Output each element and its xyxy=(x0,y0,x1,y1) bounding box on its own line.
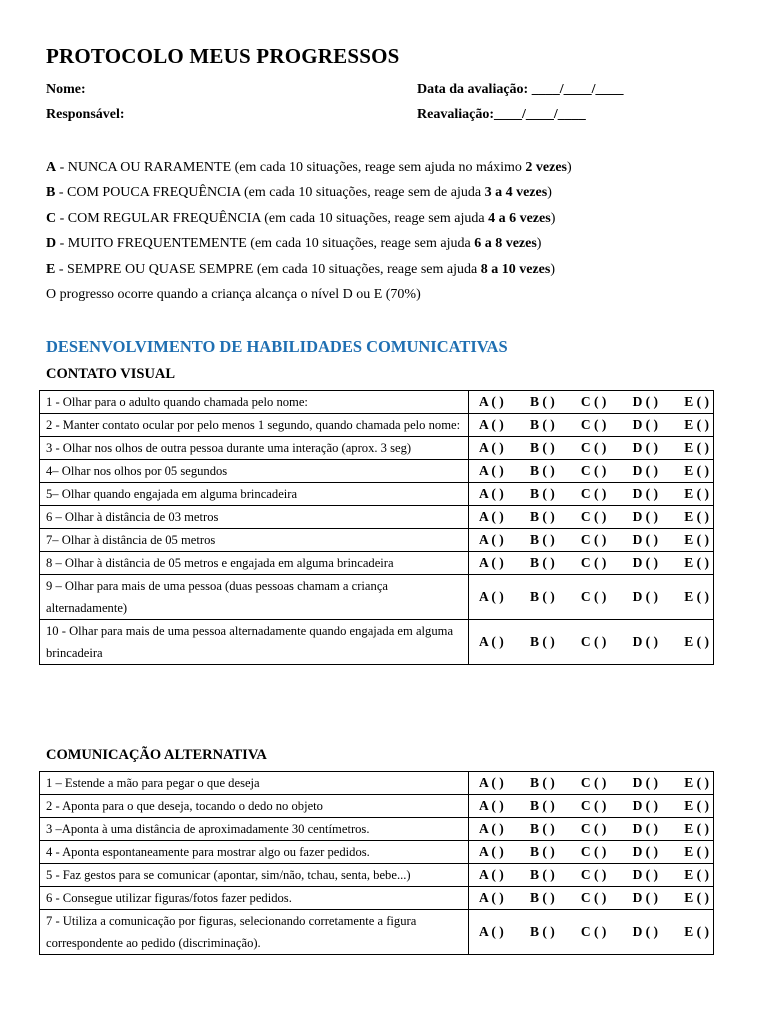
question-text: 9 – Olhar para mais de uma pessoa (duas pessoas chamam a criança alternadamente) xyxy=(40,575,469,620)
table-row xyxy=(40,864,714,887)
rating-option-d[interactable]: D ( ) xyxy=(632,440,659,455)
rating-option-b[interactable]: B ( ) xyxy=(529,463,555,478)
table-row xyxy=(40,483,714,506)
rating-option-d[interactable]: D ( ) xyxy=(632,417,659,432)
rating-option-d[interactable]: D ( ) xyxy=(632,798,659,813)
rating-option-a[interactable]: A ( ) xyxy=(479,509,504,524)
table-row xyxy=(40,841,714,864)
rating-options xyxy=(469,841,714,864)
rating-options xyxy=(469,864,714,887)
section-title: DESENVOLVIMENTO DE HABILIDADES COMUNICATIVAS xyxy=(46,337,508,356)
rating-option-a[interactable]: A ( ) xyxy=(479,532,504,547)
question-text: 1 – Estende a mão para pegar o que deseja xyxy=(40,772,469,795)
legend-row-b: B - COM POUCA FREQUÊNCIA (em cada 10 situações, reage sem de ajuda 3 a 4 vezes) xyxy=(46,185,552,201)
rating-option-e[interactable]: E ( ) xyxy=(684,417,709,432)
table-row xyxy=(40,818,714,841)
table-row xyxy=(40,887,714,910)
page-title: PROTOCOLO MEUS PROGRESSOS xyxy=(46,44,400,68)
rating-option-b[interactable]: B ( ) xyxy=(529,417,555,432)
rating-option-c[interactable]: C ( ) xyxy=(580,844,607,859)
comunicacao-alternativa-table xyxy=(39,771,714,955)
rating-option-e[interactable]: E ( ) xyxy=(684,394,709,409)
contato-visual-title: CONTATO VISUAL xyxy=(46,366,176,382)
rating-option-b[interactable]: B ( ) xyxy=(529,509,555,524)
rating-option-a[interactable]: A ( ) xyxy=(479,486,504,501)
rating-option-c[interactable]: C ( ) xyxy=(580,394,607,409)
rating-option-d[interactable]: D ( ) xyxy=(632,634,659,649)
rating-option-e[interactable]: E ( ) xyxy=(684,890,709,905)
rating-option-e[interactable]: E ( ) xyxy=(684,844,709,859)
table-row xyxy=(40,506,714,529)
rating-option-c[interactable]: C ( ) xyxy=(580,532,607,547)
rating-option-c[interactable]: C ( ) xyxy=(580,821,607,836)
question-text: 3 –Aponta à uma distância de aproximadamente 30 centímetros. xyxy=(40,818,469,841)
rating-option-e[interactable]: E ( ) xyxy=(684,775,709,790)
rating-option-c[interactable]: C ( ) xyxy=(580,555,607,570)
rating-options xyxy=(469,620,714,665)
rating-option-d[interactable]: D ( ) xyxy=(632,589,659,604)
rating-option-b[interactable]: B ( ) xyxy=(529,532,555,547)
rating-option-e[interactable]: E ( ) xyxy=(684,798,709,813)
question-text: 7– Olhar à distância de 05 metros xyxy=(40,529,469,552)
rating-options xyxy=(469,795,714,818)
rating-option-d[interactable]: D ( ) xyxy=(632,532,659,547)
table-row xyxy=(40,795,714,818)
rating-option-b[interactable]: B ( ) xyxy=(529,394,555,409)
rating-options xyxy=(469,552,714,575)
rating-option-c[interactable]: C ( ) xyxy=(580,509,607,524)
table-row xyxy=(40,414,714,437)
rating-option-c[interactable]: C ( ) xyxy=(580,417,607,432)
legend-row-a: A - NUNCA OU RARAMENTE (em cada 10 situações, reage sem ajuda no máximo 2 vezes) xyxy=(46,160,572,175)
rating-options xyxy=(469,506,714,529)
rating-option-e[interactable]: E ( ) xyxy=(684,532,709,547)
rating-options xyxy=(469,414,714,437)
question-text: 1 - Olhar para o adulto quando chamada pelo nome: xyxy=(40,391,469,414)
rating-option-b[interactable]: B ( ) xyxy=(529,867,555,882)
scale-legend xyxy=(46,155,572,307)
rating-option-e[interactable]: E ( ) xyxy=(684,589,709,604)
contato-visual-table xyxy=(39,390,714,665)
rating-option-a[interactable]: A ( ) xyxy=(479,798,504,813)
legend-note: O progresso ocorre quando a criança alcança o nível D ou E (70%) xyxy=(46,287,421,303)
rating-option-b[interactable]: B ( ) xyxy=(529,844,555,859)
question-text: 6 - Consegue utilizar figuras/fotos fazer pedidos. xyxy=(40,887,469,910)
rating-option-a[interactable]: A ( ) xyxy=(479,417,504,432)
legend-row-c: C - COM REGULAR FREQUÊNCIA (em cada 10 situações, reage sem ajuda 4 a 6 vezes) xyxy=(46,210,556,226)
rating-option-d[interactable]: D ( ) xyxy=(632,394,659,409)
rating-option-a[interactable]: A ( ) xyxy=(479,890,504,905)
rating-option-c[interactable]: C ( ) xyxy=(580,440,607,455)
question-text: 3 - Olhar nos olhos de outra pessoa durante uma interação (aprox. 3 seg) xyxy=(40,437,469,460)
legend-row-e: E - SEMPRE OU QUASE SEMPRE (em cada 10 situações, reage sem ajuda 8 a 10 vezes) xyxy=(46,261,555,277)
rating-option-d[interactable]: D ( ) xyxy=(632,867,659,882)
rating-option-e[interactable]: E ( ) xyxy=(684,555,709,570)
question-text: 8 – Olhar à distância de 05 metros e engajada em alguma brincadeira xyxy=(40,552,469,575)
rating-option-a[interactable]: A ( ) xyxy=(479,589,504,604)
rating-option-c[interactable]: C ( ) xyxy=(580,775,607,790)
table-row xyxy=(40,460,714,483)
rating-options xyxy=(469,910,714,955)
rating-option-a[interactable]: A ( ) xyxy=(479,924,504,939)
table-row xyxy=(40,529,714,552)
legend-row-d: D - MUITO FREQUENTEMENTE (em cada 10 situações, reage sem ajuda 6 a 8 vezes) xyxy=(46,236,542,252)
rating-options xyxy=(469,887,714,910)
rating-option-c[interactable]: C ( ) xyxy=(580,634,607,649)
question-text: 4 - Aponta espontaneamente para mostrar algo ou fazer pedidos. xyxy=(40,841,469,864)
rating-option-a[interactable]: A ( ) xyxy=(479,394,504,409)
rating-option-b[interactable]: B ( ) xyxy=(529,798,555,813)
question-text: 2 - Aponta para o que deseja, tocando o dedo no objeto xyxy=(40,795,469,818)
rating-options xyxy=(469,391,714,414)
question-text: 7 - Utiliza a comunicação por figuras, selecionando corretamente a figura correspondente ao pedido (discriminação). xyxy=(40,910,469,955)
rating-option-d[interactable]: D ( ) xyxy=(632,890,659,905)
rating-option-d[interactable]: D ( ) xyxy=(632,821,659,836)
rating-option-e[interactable]: E ( ) xyxy=(684,463,709,478)
rating-option-e[interactable]: E ( ) xyxy=(684,821,709,836)
question-text: 6 – Olhar à distância de 03 metros xyxy=(40,506,469,529)
rating-options xyxy=(469,575,714,620)
rating-option-a[interactable]: A ( ) xyxy=(479,844,504,859)
responsible-label: Responsável: xyxy=(46,107,125,122)
rating-option-b[interactable]: B ( ) xyxy=(529,775,555,790)
question-text: 4– Olhar nos olhos por 05 segundos xyxy=(40,460,469,483)
rating-option-d[interactable]: D ( ) xyxy=(632,924,659,939)
question-text: 10 - Olhar para mais de uma pessoa alternadamente quando engajada em alguma brincadeira xyxy=(40,620,469,665)
rating-option-a[interactable]: A ( ) xyxy=(479,821,504,836)
rating-option-a[interactable]: A ( ) xyxy=(479,634,504,649)
rating-option-c[interactable]: C ( ) xyxy=(580,798,607,813)
table-row xyxy=(40,910,714,955)
rating-option-a[interactable]: A ( ) xyxy=(479,440,504,455)
question-text: 2 - Manter contato ocular por pelo menos 1 segundo, quando chamada pelo nome: xyxy=(40,414,469,437)
rating-options xyxy=(469,772,714,795)
rating-option-c[interactable]: C ( ) xyxy=(580,463,607,478)
rating-options xyxy=(469,818,714,841)
rating-option-b[interactable]: B ( ) xyxy=(529,555,555,570)
rating-option-b[interactable]: B ( ) xyxy=(529,634,555,649)
rating-option-d[interactable]: D ( ) xyxy=(632,844,659,859)
rating-option-b[interactable]: B ( ) xyxy=(529,486,555,501)
rating-option-e[interactable]: E ( ) xyxy=(684,634,709,649)
table-row xyxy=(40,575,714,620)
rating-option-e[interactable]: E ( ) xyxy=(684,924,709,939)
rating-option-b[interactable]: B ( ) xyxy=(529,890,555,905)
rating-option-a[interactable]: A ( ) xyxy=(479,775,504,790)
rating-option-e[interactable]: E ( ) xyxy=(684,440,709,455)
question-text: 5 - Faz gestos para se comunicar (apontar, sim/não, tchau, senta, bebe...) xyxy=(40,864,469,887)
rating-option-d[interactable]: D ( ) xyxy=(632,775,659,790)
rating-option-d[interactable]: D ( ) xyxy=(632,486,659,501)
rating-option-c[interactable]: C ( ) xyxy=(580,589,607,604)
rating-option-a[interactable]: A ( ) xyxy=(479,463,504,478)
rating-option-c[interactable]: C ( ) xyxy=(580,486,607,501)
rating-options xyxy=(469,483,714,506)
rating-option-c[interactable]: C ( ) xyxy=(580,890,607,905)
rating-option-c[interactable]: C ( ) xyxy=(580,924,607,939)
rating-options xyxy=(469,437,714,460)
question-text: 5– Olhar quando engajada em alguma brincadeira xyxy=(40,483,469,506)
rating-options xyxy=(469,529,714,552)
reevaluation-label: Reavaliação:____/____/____ xyxy=(417,107,586,122)
rating-option-b[interactable]: B ( ) xyxy=(529,440,555,455)
rating-option-b[interactable]: B ( ) xyxy=(529,589,555,604)
name-label: Nome: xyxy=(46,82,86,97)
table-row xyxy=(40,620,714,665)
table-row xyxy=(40,552,714,575)
comunicacao-alternativa-title: COMUNICAÇÃO ALTERNATIVA xyxy=(46,747,267,763)
table-row xyxy=(40,437,714,460)
rating-option-b[interactable]: B ( ) xyxy=(529,821,555,836)
rating-option-d[interactable]: D ( ) xyxy=(632,463,659,478)
table-row xyxy=(40,391,714,414)
rating-options xyxy=(469,460,714,483)
rating-option-e[interactable]: E ( ) xyxy=(684,867,709,882)
rating-option-c[interactable]: C ( ) xyxy=(580,867,607,882)
rating-option-e[interactable]: E ( ) xyxy=(684,509,709,524)
rating-option-d[interactable]: D ( ) xyxy=(632,555,659,570)
table-row xyxy=(40,772,714,795)
rating-option-e[interactable]: E ( ) xyxy=(684,486,709,501)
rating-option-a[interactable]: A ( ) xyxy=(479,555,504,570)
rating-option-d[interactable]: D ( ) xyxy=(632,509,659,524)
rating-option-b[interactable]: B ( ) xyxy=(529,924,555,939)
rating-option-a[interactable]: A ( ) xyxy=(479,867,504,882)
evaluation-date-label: Data da avaliação: ____/____/____ xyxy=(417,82,624,97)
